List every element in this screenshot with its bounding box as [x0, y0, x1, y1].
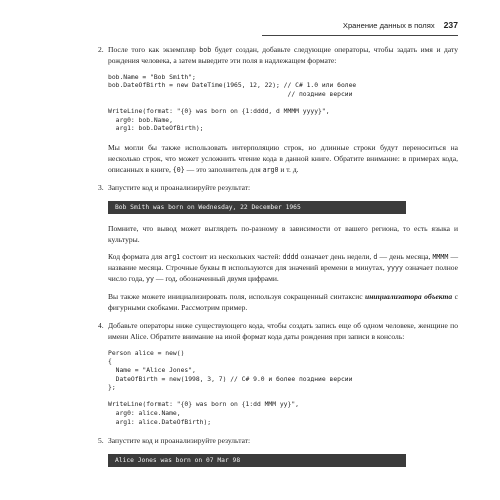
text-run: — день месяца,	[377, 252, 433, 262]
inline-code: {0}	[172, 165, 185, 174]
text-run: Вы также можете инициализировать поля, используя сокращенный синтаксис	[108, 292, 366, 302]
code-line: };	[108, 384, 116, 392]
text-run: означает полное число года,	[108, 263, 459, 284]
text-run: Мы могли бы также использовать интерполяцию строк, но длинные строки будут переноситься на несколько строк, что может усложнить чтение кода в данной книге. Обратите внимание: в примерах кода, описанных в книге,	[108, 142, 458, 174]
inline-code: arg0	[262, 165, 279, 174]
text-run: — название месяца. Строчные буквы	[108, 252, 458, 273]
paragraph-format-codes	[108, 252, 458, 285]
code-line: bob.DateOfBirth = new DateTime(1965, 12, 22); // C# 1.0 или более	[108, 82, 357, 90]
code-line: Person alice = new()	[108, 349, 185, 357]
text-run: После того как экземпляр	[108, 45, 200, 54]
step-2	[98, 45, 458, 67]
inline-code: MMMM	[432, 253, 449, 262]
text-run: означает день недели,	[298, 252, 374, 262]
page-number: 237	[443, 20, 458, 30]
console-output-alice: Alice Jones was born on 07 Mar 98	[108, 454, 406, 467]
paragraph-initializer	[108, 292, 458, 314]
step-number: 4.	[98, 320, 104, 330]
section-title: Хранение данных в полях	[342, 21, 435, 30]
code-line: WriteLine(format: "{0} was born on {1:dddd, d MMMM yyyy}",	[108, 108, 330, 116]
text-run: — это заполнитель для	[184, 164, 263, 174]
code-line: DateOfBirth = new(1998, 3, 7) // C# 9.0 и более поздние версии	[108, 375, 353, 383]
code-line: Name = "Alice Jones",	[108, 366, 196, 374]
inline-code: m	[222, 264, 226, 273]
paragraph-region: Помните, что вывод может выглядеть по-разному в зависимости от вашего региона, то есть языка и культуры.	[108, 223, 458, 244]
text-run: используются для значений времени в минутах,	[226, 263, 388, 273]
text-run: Код формата для	[108, 252, 165, 262]
inline-code: yyyy	[387, 264, 403, 273]
step-5	[98, 436, 458, 447]
step-text: Запустите код и проанализируйте результат:	[108, 182, 251, 192]
code-line: {	[108, 358, 112, 366]
console-output-bob: Bob Smith was born on Wednesday, 22 December 1965	[108, 201, 406, 214]
code-line: arg0: alice.Name,	[108, 409, 181, 417]
code-line: arg1: alice.DateOfBirth);	[108, 418, 212, 426]
inline-code: dddd	[282, 253, 299, 262]
inline-code: arg1	[164, 253, 181, 262]
text-column	[98, 45, 459, 477]
text-run: будет создан, добавьте следующие операторы, чтобы задать имя и дату рождения человека, а затем выведите эти поля в надлежащем формате:	[108, 45, 459, 65]
inline-code: d	[373, 253, 378, 262]
code-line: arg1: bob.DateOfBirth);	[108, 125, 204, 133]
step-number: 2.	[98, 45, 104, 54]
code-line: bob.Name = "Bob Smith";	[108, 73, 196, 81]
inline-code: bob	[199, 46, 212, 54]
text-run: с фигурными скобками. Рассмотрим пример.	[108, 292, 458, 313]
text-run: состоит из нескольких частей:	[180, 252, 283, 262]
step-4	[98, 321, 458, 343]
code-line: WriteLine(format: "{0} was born on {1:dd MMM yy}",	[108, 401, 299, 409]
text-run: — год, обозначенный двумя цифрами.	[154, 274, 279, 284]
step-text: Запустите код и проанализируйте результат:	[108, 436, 251, 446]
step-text: Добавьте операторы ниже существующего кода, чтобы создать запись еще об одном человеке, женщине по имени Alice. Обратите внимание на иной формат кода даты рождения при записи в консоль:	[108, 320, 458, 341]
step-3	[98, 183, 458, 194]
code-line: arg0: bob.Name,	[108, 116, 173, 124]
step-number: 3.	[98, 182, 104, 192]
step-number: 5.	[98, 436, 104, 446]
inline-code: yy	[146, 275, 154, 284]
code-line: // поздние версии	[108, 91, 353, 98]
running-header	[262, 20, 458, 34]
code-block-alice	[108, 350, 458, 427]
header-rule	[262, 35, 458, 36]
step-text	[108, 45, 458, 67]
code-block-bob	[108, 74, 458, 134]
emphasized-term: инициализатора объекта	[365, 292, 453, 302]
paragraph-interpolation	[108, 143, 458, 176]
text-run: и т. д.	[278, 164, 299, 174]
